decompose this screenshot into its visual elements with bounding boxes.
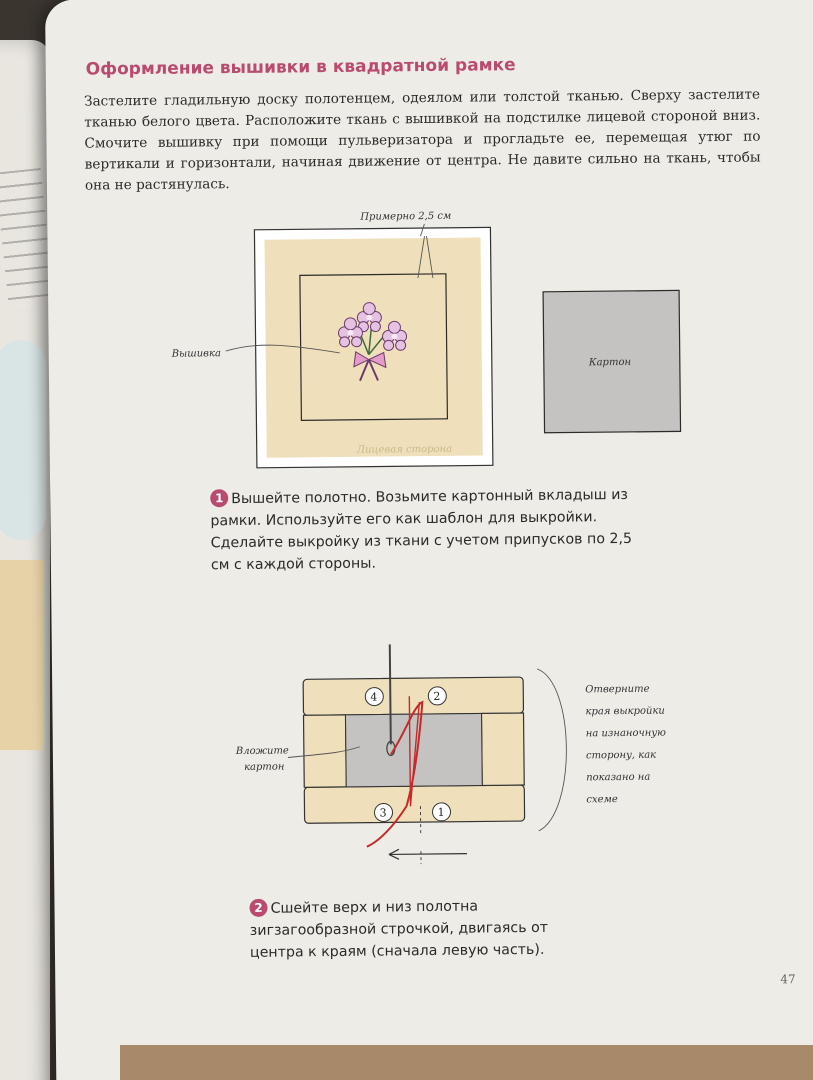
table-surface — [120, 1045, 813, 1080]
svg-text:3: 3 — [379, 806, 387, 820]
center-line — [420, 806, 421, 864]
fold-label — [585, 684, 667, 806]
left-page-edge — [0, 40, 50, 1080]
step-2-number: 2 — [249, 899, 267, 917]
insert-label-line-2: картон — [243, 761, 285, 773]
svg-text:сторону, как: сторону, как — [585, 749, 657, 762]
fold-leader — [537, 669, 567, 831]
direction-arrow — [389, 854, 467, 855]
svg-text:Отверните: Отверните — [585, 683, 650, 696]
left-page-illustration-fragment — [0, 560, 44, 750]
figure-fabric-and-cardboard — [162, 203, 685, 478]
step-1-text: Вышейте полотно. Возьмите картонный вкладыш из рамки. Используйте его как шаблон для выкройки. Сделайте выкройку из ткани с учетом припусков по 2,5 см с каждой стороны. — [210, 486, 633, 574]
insert-label-line-1: Вложите — [235, 745, 289, 758]
needle — [390, 644, 391, 744]
step-1-number: 1 — [210, 489, 228, 507]
step-2-instruction — [249, 894, 590, 964]
svg-text:1: 1 — [437, 805, 445, 819]
book-page — [45, 0, 813, 1080]
page-title: Оформление вышивки в квадратной рамке — [85, 55, 516, 80]
svg-text:показано на: показано на — [586, 771, 651, 784]
margin-label: Примерно 2,5 см — [360, 210, 452, 223]
left-page-illustration-fragment — [0, 340, 46, 540]
svg-text:2: 2 — [433, 689, 441, 703]
svg-text:края выкройки: края выкройки — [585, 705, 665, 718]
svg-text:схеме: схеме — [586, 794, 618, 806]
svg-text:4: 4 — [370, 690, 378, 704]
figure-stitching-diagram — [187, 634, 669, 879]
svg-text:на изнаночную: на изнаночную — [585, 727, 666, 740]
face-side-label: Лицевая сторона — [356, 443, 453, 456]
intro-paragraph: Застелите гладильную доску полотенцем, одеялом или толстой тканью. Сверху застелите тканью белого цвета. Расположите ткань с вышивкой на подстилке лицевой стороной вниз. Смочите вышивку при помощи пульверизатора и прогладьте ее, перемещая утюг по вертикали и горизонтали, начиная движение от центра. Не давите сильно на ткань, чтобы она не растянулась. — [83, 86, 761, 194]
page-number: 47 — [780, 972, 796, 987]
embroidery-label: Вышивка — [171, 348, 221, 360]
step-1-instruction — [210, 484, 636, 576]
cardboard-label: Картон — [588, 356, 632, 369]
step-2-text: Сшейте верх и низ полотна зигзагообразной строчкой, двигаясь от центра к краям (сначала левую часть). — [249, 898, 549, 961]
